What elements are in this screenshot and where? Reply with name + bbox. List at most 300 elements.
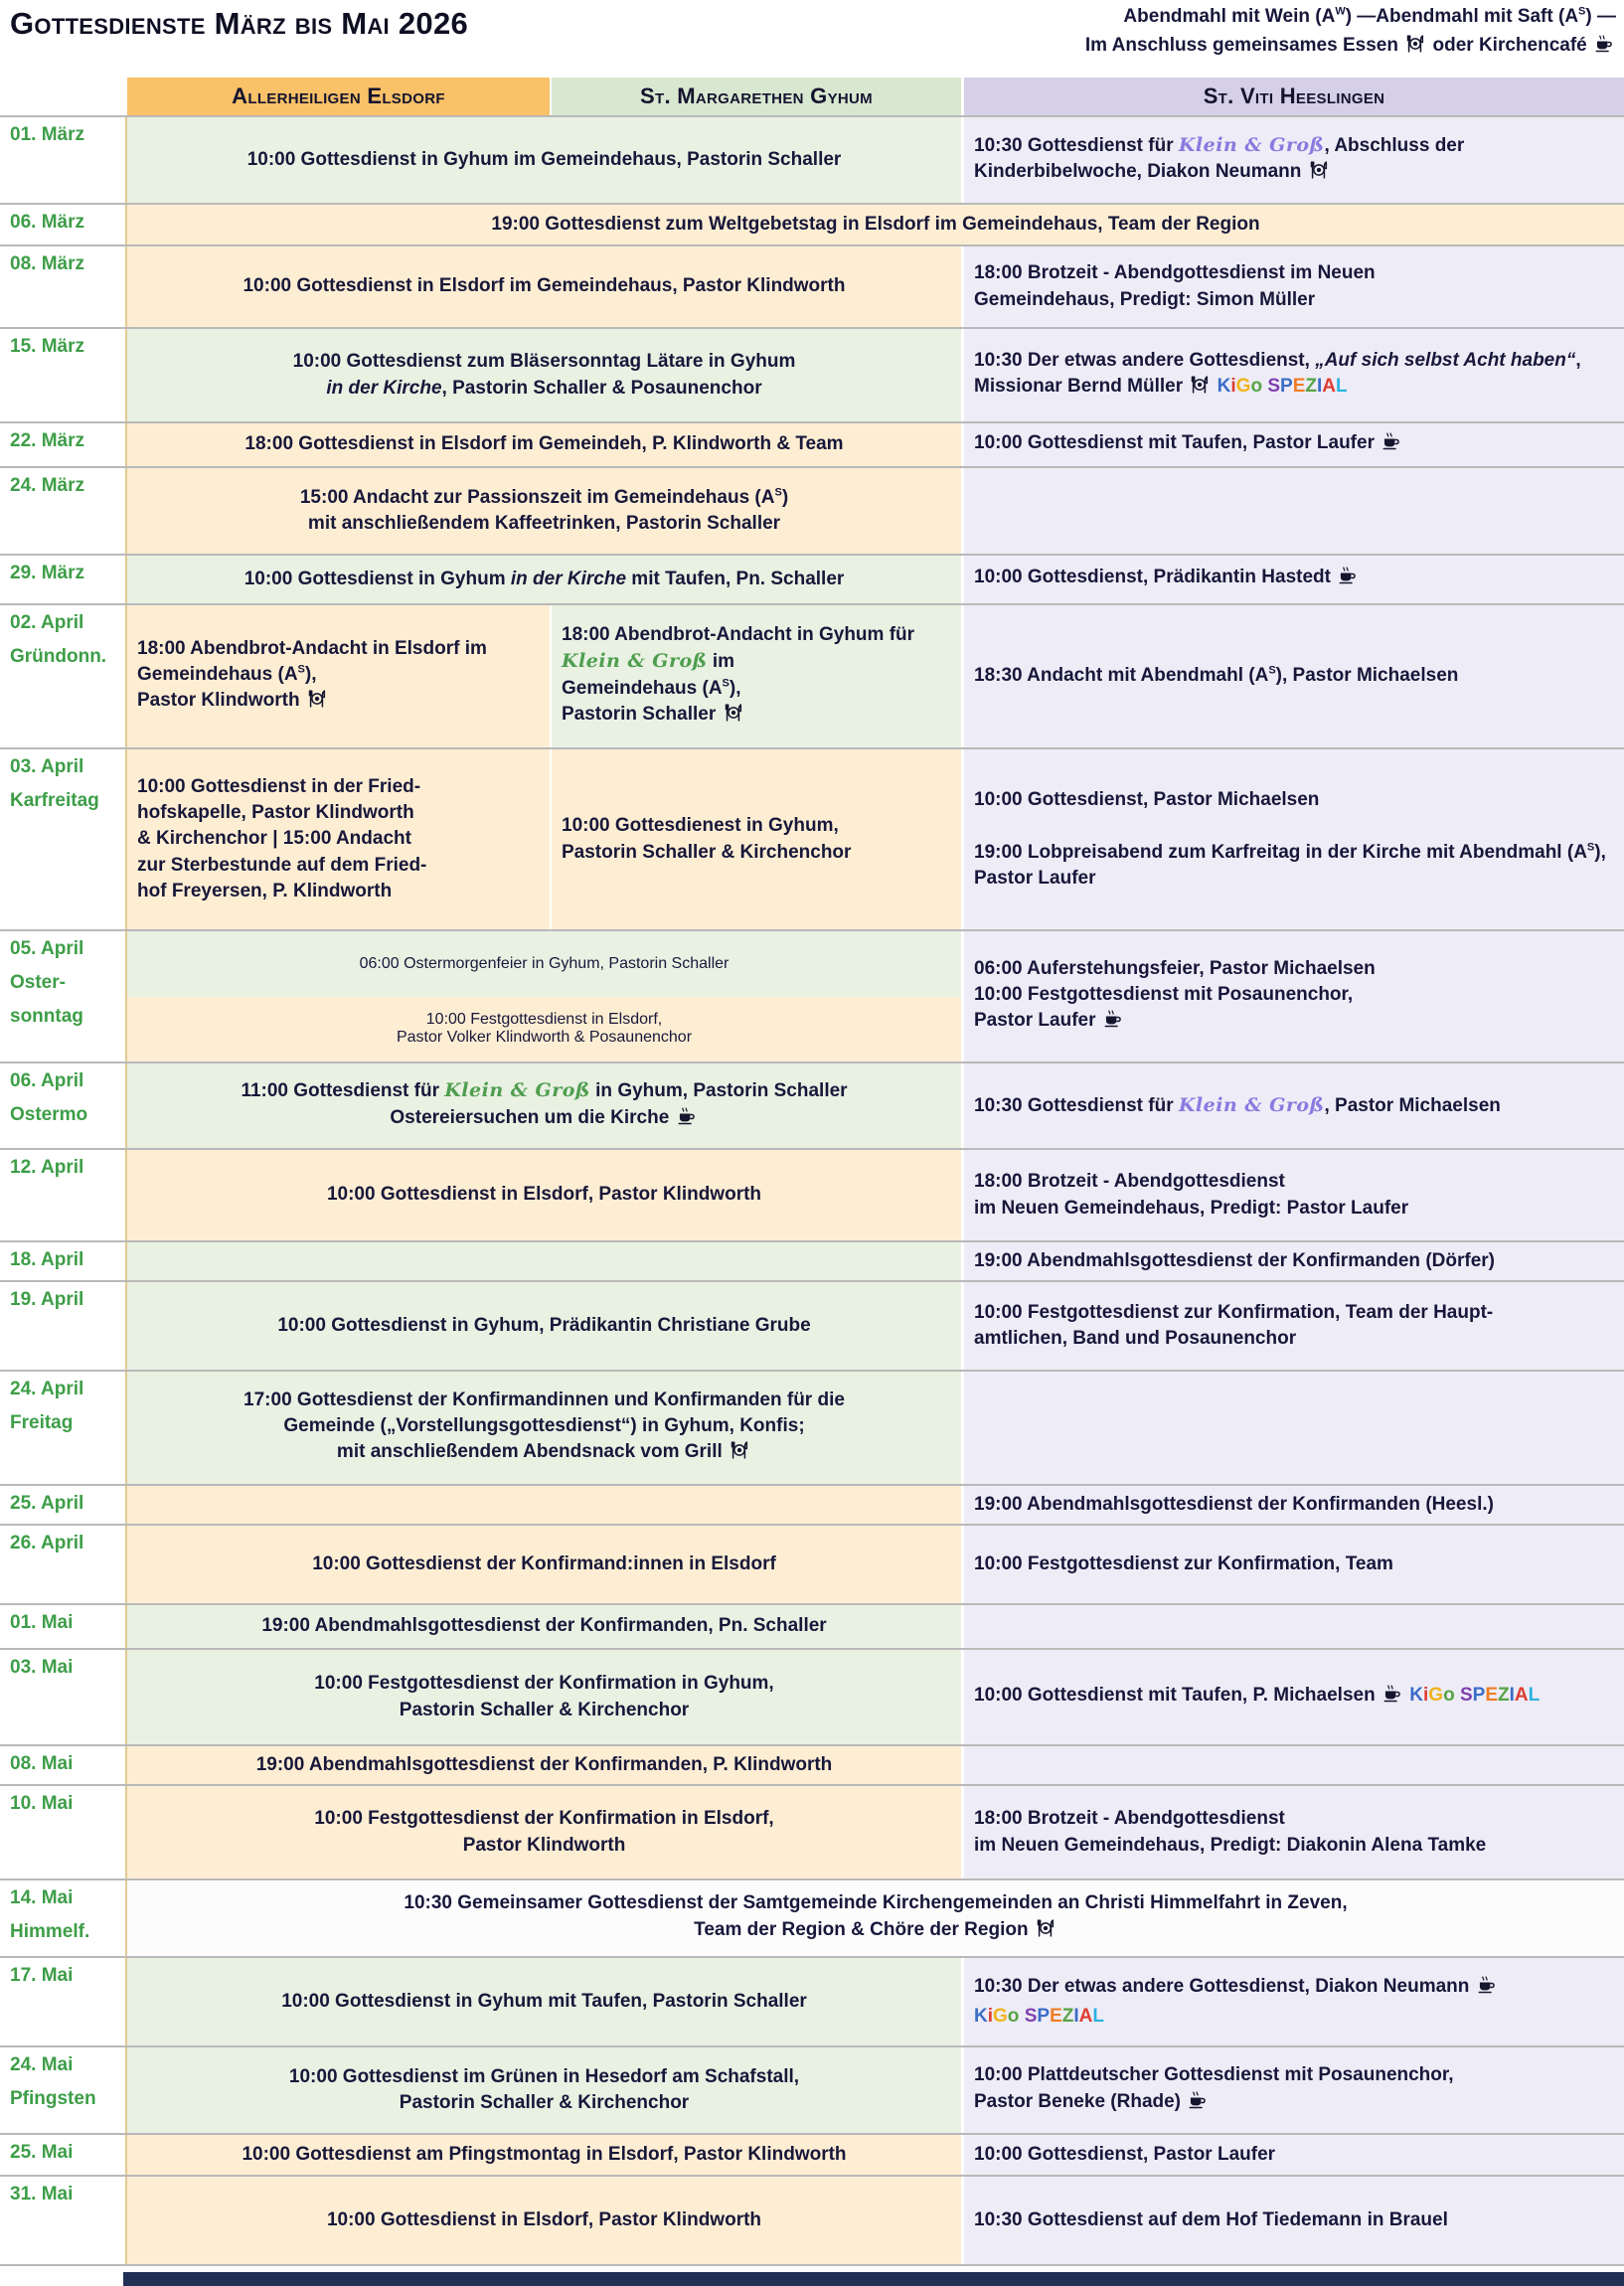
meal-icon — [1036, 1918, 1056, 1946]
event-cell — [550, 605, 961, 747]
kigo-letter: i — [1230, 376, 1236, 397]
event-text-segment: 10:00 Gottesdienst in der Fried- — [137, 775, 421, 797]
event-cell — [127, 1372, 961, 1484]
event-cell — [961, 1282, 1624, 1370]
kigo-letter: S — [1024, 2005, 1038, 2027]
date-label: 22. März — [10, 430, 84, 451]
event-text-segment: 18:00 Brotzeit - Abendgottesdienst — [974, 1808, 1285, 1830]
date-cell — [0, 329, 127, 421]
date-label: 01. März — [10, 124, 84, 145]
kigo-letter: Z — [1305, 376, 1318, 397]
superscript-label: S — [1578, 5, 1586, 18]
event-text-segment: 10:00 Gottesdienst in Elsdorf im Gemeindehaus, Pastor Klindworth — [243, 275, 846, 297]
schedule-rows — [0, 115, 1624, 2266]
date-cell — [0, 1372, 127, 1484]
event-text-segment: 10:00 Gottesdienst am Pfingstmontag in Elsdorf, Pastor Klindworth — [242, 2143, 847, 2165]
date-cell — [0, 1880, 127, 1956]
event-subcell — [127, 931, 961, 997]
event-text-segment: Im Anschluss gemeinsames Essen — [1084, 34, 1404, 56]
kigo-letter: I — [1509, 1684, 1515, 1706]
event-cell — [127, 423, 961, 466]
date-label: 24. April — [10, 1379, 84, 1399]
schedule-row — [0, 1524, 1624, 1603]
event-text — [562, 622, 951, 731]
event-text-segment: 10:00 Gottesdienst der Konfirmand:innen in Elsdorf — [312, 1552, 776, 1574]
event-text — [137, 1077, 951, 1133]
event-text-segment: 18:00 Abendbrot-Andacht in Elsdorf im Gemeindehaus (A — [137, 637, 487, 685]
event-text — [137, 955, 951, 973]
klein-gross-label: Klein & Groß — [444, 1079, 590, 1102]
date-cell — [0, 1242, 127, 1280]
kigo-spezial-label — [974, 2006, 1104, 2027]
event-text-segment: 10:00 Gottesdienest in Gyhum, — [562, 815, 839, 837]
event-cell — [127, 1650, 961, 1744]
event-text-segment: 10:00 Gottesdienst mit Taufen, Pastor Laufer — [974, 431, 1380, 453]
date-sublabel: Ostermo — [10, 1104, 88, 1125]
date-cell — [0, 1486, 127, 1524]
date-label: 24. März — [10, 475, 84, 496]
date-label: 17. Mai — [10, 1965, 74, 1986]
schedule-row — [0, 421, 1624, 466]
schedule-row — [0, 1484, 1624, 1524]
meal-icon — [1405, 34, 1425, 64]
event-cell — [127, 1958, 961, 2045]
event-cell — [961, 1526, 1624, 1603]
event-text-segment: 19:00 Lobpreisabend zum Karfreitag in der Kirche mit Abendmahl (A — [974, 841, 1587, 863]
kigo-letter: P — [1280, 376, 1293, 397]
klein-gross-label: Klein & Groß — [1178, 1093, 1325, 1116]
event-text-segment: mit anschließendem Abendsnack vom Grill — [336, 1441, 729, 1463]
superscript-label: S — [774, 486, 782, 499]
date-label: 19. April — [10, 1289, 84, 1310]
date-cell — [0, 605, 127, 747]
kigo-letter: A — [1514, 1684, 1529, 1706]
event-cell — [127, 117, 961, 203]
event-text — [974, 1492, 1614, 1518]
kigo-letter: E — [1292, 376, 1306, 397]
kigo-letter: P — [1037, 2005, 1051, 2027]
event-text-segment: 10:30 Gottesdienst für — [974, 1094, 1179, 1116]
date-label: 25. April — [10, 1493, 84, 1514]
event-text — [137, 2142, 951, 2168]
legend-line-essen-kirchencafe — [1085, 32, 1616, 64]
date-sublabel: sonntag — [10, 1006, 83, 1027]
event-text-segment: , Pastor Michaelsen — [1324, 1094, 1501, 1116]
meal-icon — [1309, 160, 1329, 188]
event-text-segment: & Kirchenchor | 15:00 Andacht — [137, 828, 411, 850]
event-text-segment: in der Kirche — [510, 568, 627, 589]
date-cell — [0, 1526, 127, 1603]
kigo-letter: K — [974, 2005, 988, 2027]
event-text-segment: hof Freyersen, P. Klindworth — [137, 880, 393, 901]
event-cell-stacked — [127, 931, 961, 1061]
event-text-segment: „Auf sich selbst Acht haben“ — [1315, 349, 1576, 371]
event-text — [137, 1989, 951, 2015]
meal-icon — [1190, 375, 1210, 403]
event-text — [974, 1974, 1614, 2029]
event-cell — [127, 1242, 961, 1280]
event-text — [974, 956, 1614, 1038]
event-text — [137, 431, 951, 457]
date-label: 14. Mai — [10, 1887, 74, 1908]
event-text-segment: 10:00 Festgottesdienst der Konfirmation in Gyhum, — [314, 1673, 774, 1695]
event-cell — [961, 329, 1624, 421]
kigo-letter: G — [1235, 376, 1251, 397]
schedule-row — [0, 1280, 1624, 1370]
superscript-label: W — [1335, 5, 1346, 18]
meal-icon — [307, 689, 327, 717]
column-header-row — [127, 78, 1624, 115]
event-text — [137, 1752, 951, 1778]
kigo-letter: E — [1050, 2005, 1062, 2027]
schedule-row — [0, 554, 1624, 603]
event-text-segment: 18:30 Andacht mit Abendmahl (A — [974, 665, 1269, 687]
event-text-segment: 19:00 Gottesdienst zum Weltgebetstag in Elsdorf im Gemeindehaus, Team der Region — [491, 213, 1260, 235]
event-text — [974, 1300, 1614, 1352]
event-text-segment: ), Pastor Laufer — [974, 841, 1606, 889]
event-text-segment: zur Sterbestunde auf dem Fried- — [137, 854, 427, 876]
event-text-segment: 10:30 Der etwas andere Gottesdienst, Diakon Neumann — [974, 1976, 1475, 1998]
event-text — [137, 1011, 951, 1047]
event-cell — [127, 1282, 961, 1370]
event-text-segment: 10:00 Plattdeutscher Gottesdienst mit Posaunenchor, — [974, 2064, 1454, 2086]
kigo-letter: P — [1472, 1684, 1486, 1706]
kigo-letter: o — [1443, 1684, 1455, 1706]
event-text-segment: Pastor Volker Klindworth & Posaunenchor — [396, 1029, 693, 1047]
event-cell — [961, 246, 1624, 327]
event-text-segment: 10:00 Gottesdienst in Gyhum mit Taufen, Pastorin Schaller — [281, 1990, 807, 2012]
event-cell — [961, 1150, 1624, 1240]
meal-icon — [724, 703, 743, 731]
event-text-segment: ), — [304, 663, 317, 685]
column-header-heeslingen: St. Viti Heeslingen — [961, 78, 1624, 115]
schedule-row — [0, 115, 1624, 203]
event-cell — [961, 1372, 1624, 1484]
klein-gross-label: Klein & Groß — [562, 650, 708, 673]
event-cell — [127, 2135, 961, 2175]
event-cell — [127, 329, 961, 421]
kigo-letter: G — [993, 2005, 1008, 2027]
event-cell — [961, 1242, 1624, 1280]
kigo-letter: L — [1092, 2005, 1104, 2027]
event-text-segment: , Pastorin Schaller & Posaunenchor — [441, 377, 762, 399]
event-cell — [127, 556, 961, 603]
event-cell — [127, 2047, 961, 2133]
schedule-row — [0, 1648, 1624, 1744]
event-text-segment: 18:00 Brotzeit - Abendgottesdienst im Neuen — [974, 262, 1376, 284]
event-text-segment: 19:00 Abendmahlsgottesdienst der Konfirmanden (Dörfer) — [974, 1249, 1495, 1271]
event-cell — [127, 246, 961, 327]
event-text-segment: 15:00 Andacht zur Passionszeit im Gemeindehaus (A — [299, 486, 775, 508]
kigo-letter: o — [1250, 376, 1263, 397]
event-text-segment: , Missionar Bernd Müller — [974, 349, 1581, 397]
event-cell — [127, 605, 550, 747]
event-text-segment: Gemeindehaus, Predigt: Simon Müller — [974, 288, 1316, 310]
event-cell — [127, 2177, 961, 2264]
event-cell — [961, 605, 1624, 747]
event-text-segment: in Gyhum, Pastorin Schaller — [589, 1080, 848, 1102]
event-text-segment: Pastorin Schaller & Kirchenchor — [399, 1699, 690, 1720]
date-label: 12. April — [10, 1157, 84, 1178]
date-label: 25. Mai — [10, 2142, 74, 2163]
event-cell — [961, 749, 1624, 929]
event-text-segment: 17:00 Gottesdienst der Konfirmandinnen und Konfirmanden für die — [244, 1388, 845, 1410]
event-text-segment: Pastor Klindworth — [137, 690, 305, 712]
kigo-letter: A — [1078, 2005, 1093, 2027]
kigo-letter: K — [1409, 1684, 1423, 1706]
column-header-gyhum: St. Margarethen Gyhum — [550, 78, 961, 115]
event-cell — [961, 1650, 1624, 1744]
event-text-segment: im — [707, 651, 735, 673]
date-label: 18. April — [10, 1249, 84, 1270]
event-cell — [961, 1958, 1624, 2045]
meal-icon — [730, 1440, 749, 1468]
date-label: 05. April — [10, 938, 84, 959]
bottom-bar — [123, 2272, 1624, 2286]
event-text-segment: ) — [781, 486, 789, 508]
date-sublabel: Freitag — [10, 1412, 74, 1433]
event-text-segment: 10:00 Gottesdienst in Gyhum, Prädikantin Christiane Grube — [277, 1314, 811, 1336]
schedule-row — [0, 2045, 1624, 2133]
event-cell — [961, 1746, 1624, 1784]
event-text — [974, 2142, 1614, 2168]
event-text — [974, 1683, 1614, 1712]
event-text — [137, 1182, 951, 1208]
event-text-segment: 06:00 Ostermorgenfeier in Gyhum, Pastorin Schaller — [359, 954, 730, 972]
event-text-segment: Pastorin Schaller & Kirchenchor — [562, 841, 852, 863]
date-label: 29. März — [10, 563, 84, 583]
event-text-segment: hofskapelle, Pastor Klindworth — [137, 802, 414, 824]
event-cell — [127, 1880, 1624, 1956]
event-text — [137, 2207, 951, 2233]
kigo-letter: A — [1322, 376, 1337, 397]
event-text-segment: Pastorin Schaller & Kirchenchor — [399, 2092, 690, 2113]
kigo-letter: I — [1317, 376, 1323, 397]
event-text — [137, 2064, 951, 2116]
event-text — [137, 1313, 951, 1339]
event-text — [137, 636, 540, 718]
date-cell — [0, 556, 127, 603]
kigo-spezial-label — [1218, 376, 1348, 397]
event-text-segment: Pastor Beneke (Rhade) — [974, 2090, 1187, 2112]
event-text — [974, 663, 1614, 689]
date-cell — [0, 246, 127, 327]
event-text-segment: ), Pastor Michaelsen — [1275, 665, 1459, 687]
event-text — [974, 1806, 1614, 1858]
event-cell — [127, 1786, 961, 1878]
date-label: 03. Mai — [10, 1657, 74, 1678]
event-cell — [127, 468, 961, 554]
date-sublabel: Pfingsten — [10, 2088, 96, 2109]
event-text-segment: Pastorin Schaller — [562, 703, 722, 725]
event-text — [137, 1890, 1614, 1945]
schedule-row — [0, 929, 1624, 1061]
kigo-letter: S — [1459, 1684, 1473, 1706]
event-text — [974, 260, 1614, 312]
event-text-segment: oder Kirchencafé — [1427, 34, 1592, 56]
kigo-spezial-label — [1409, 1685, 1540, 1706]
date-cell — [0, 1650, 127, 1744]
date-cell — [0, 1150, 127, 1240]
event-text — [137, 485, 951, 537]
event-text — [974, 2062, 1614, 2117]
event-text — [137, 1806, 951, 1858]
legend-line-abendmahl — [1085, 3, 1616, 32]
event-cell — [961, 1486, 1624, 1524]
event-text-segment: 10:30 Gottesdienst für — [974, 134, 1179, 156]
schedule-row — [0, 1744, 1624, 1784]
event-cell — [127, 749, 550, 929]
page-title: Gottesdienste März bis Mai 2026 — [10, 6, 469, 41]
event-cell — [961, 2135, 1624, 2175]
event-text-segment: Abendmahl mit Wein (A — [1123, 6, 1336, 27]
event-text-segment: mit anschließendem Kaffeetrinken, Pastorin Schaller — [307, 513, 781, 534]
schedule-row — [0, 603, 1624, 747]
kigo-letter: K — [1217, 376, 1231, 397]
schedule-row — [0, 1061, 1624, 1148]
event-text — [974, 2207, 1614, 2233]
event-text — [137, 212, 1614, 238]
coffee-icon — [1103, 1009, 1123, 1037]
kigo-letter: Z — [1498, 1684, 1510, 1706]
event-text — [974, 1092, 1614, 1119]
coffee-icon — [1338, 566, 1358, 593]
event-text-segment: im Neuen Gemeindehaus, Predigt: Diakonin Alena Tamke — [974, 1834, 1487, 1856]
event-text-segment: 10:00 Festgottesdienst mit Posaunenchor, — [974, 983, 1354, 1005]
event-text — [137, 1671, 951, 1722]
event-text-segment: 10:00 Gottesdienst in Elsdorf, Pastor Klindworth — [326, 2208, 762, 2230]
date-sublabel: Karfreitag — [10, 790, 99, 811]
legend — [1085, 3, 1616, 63]
event-text — [137, 1551, 951, 1577]
date-sublabel: Oster- — [10, 972, 66, 993]
event-text-segment: ), — [729, 677, 741, 699]
date-label: 08. Mai — [10, 1753, 74, 1774]
event-text-segment: Gemeinde („Vorstellungsgottesdienst“) in Gyhum, Konfis; — [283, 1414, 805, 1436]
schedule-row — [0, 747, 1624, 929]
coffee-icon — [1381, 431, 1401, 459]
date-cell — [0, 423, 127, 466]
date-sublabel: Gründonn. — [10, 646, 107, 667]
event-text-segment: 19:00 Abendmahlsgottesdienst der Konfirmanden, Pn. Schaller — [261, 1615, 827, 1637]
event-cell — [961, 1063, 1624, 1148]
event-text-segment: 10:00 Festgottesdienst in Elsdorf, — [425, 1011, 663, 1029]
event-text-segment: 10:00 Gottesdienst in Elsdorf, Pastor Klindworth — [326, 1184, 762, 1206]
date-cell — [0, 1786, 127, 1878]
event-text-segment: 18:00 Gottesdienst in Elsdorf im Gemeindeh, P. Klindworth & Team — [244, 433, 844, 455]
event-text — [562, 813, 951, 865]
date-label: 26. April — [10, 1533, 84, 1553]
event-text-segment: 10:00 Gottesdienst in Gyhum — [244, 568, 511, 589]
date-label: 03. April — [10, 756, 84, 777]
event-text — [974, 1248, 1614, 1274]
event-text-segment: ) — — [1585, 6, 1616, 27]
event-cell — [127, 1486, 961, 1524]
event-text — [974, 787, 1614, 892]
date-cell — [0, 2047, 127, 2133]
event-text-segment: 10:00 Gottesdienst zum Bläsersonntag Lätare in Gyhum — [292, 351, 796, 373]
kigo-letter: E — [1485, 1684, 1499, 1706]
superscript-label: S — [1586, 841, 1595, 854]
date-label: 02. April — [10, 612, 84, 633]
date-cell — [0, 2177, 127, 2264]
event-text-segment: 10:00 Festgottesdienst zur Konfirmation, Team der Haupt- — [974, 1301, 1494, 1323]
schedule-row — [0, 203, 1624, 245]
event-text-segment: 10:30 Gottesdienst auf dem Hof Tiedemann in Brauel — [974, 2208, 1448, 2230]
event-text — [974, 132, 1614, 188]
event-text-segment: 10:30 Der etwas andere Gottesdienst, — [974, 349, 1316, 371]
superscript-label: S — [1268, 665, 1276, 678]
event-text — [974, 430, 1614, 459]
schedule-row — [0, 466, 1624, 554]
event-cell — [127, 1526, 961, 1603]
date-sublabel: Himmelf. — [10, 1921, 90, 1942]
event-text — [137, 567, 951, 592]
superscript-label: S — [297, 663, 305, 676]
schedule-row — [0, 1148, 1624, 1240]
event-text — [974, 348, 1614, 403]
event-text-segment: in der Kirche — [326, 377, 442, 399]
event-text-segment: 18:00 Abendbrot-Andacht in Gyhum für — [562, 624, 915, 646]
event-text-segment: Pastor Laufer — [974, 1010, 1101, 1032]
kigo-letter: o — [1007, 2005, 1020, 2027]
date-label: 10. Mai — [10, 1793, 74, 1814]
kigo-letter: i — [987, 2005, 994, 2027]
event-text-segment: amtlichen, Band und Posaunenchor — [974, 1328, 1297, 1349]
date-cell — [0, 117, 127, 203]
event-text — [974, 1551, 1614, 1577]
event-text-segment: 11:00 Gottesdienst für — [241, 1080, 445, 1102]
event-cell — [961, 1786, 1624, 1878]
event-text-segment: 10:00 Gottesdienst, Pastor Laufer — [974, 2143, 1276, 2165]
event-cell — [961, 423, 1624, 466]
kigo-letter: i — [1423, 1684, 1429, 1706]
event-cell — [127, 1746, 961, 1784]
date-cell — [0, 931, 127, 1061]
kigo-letter: S — [1267, 376, 1281, 397]
event-cell — [127, 1605, 961, 1648]
event-text-segment: ) —Abendmahl mit Saft (A — [1345, 6, 1579, 27]
date-label: 01. Mai — [10, 1612, 74, 1633]
event-cell — [127, 1063, 961, 1148]
event-cell — [127, 1150, 961, 1240]
date-cell — [0, 205, 127, 245]
column-header-elsdorf: Allerheiligen Elsdorf — [127, 78, 550, 115]
date-label: 24. Mai — [10, 2054, 74, 2075]
event-text — [137, 147, 951, 173]
date-cell — [0, 1958, 127, 2045]
schedule-row — [0, 1603, 1624, 1648]
kigo-letter: I — [1073, 2005, 1079, 2027]
event-cell — [961, 556, 1624, 603]
schedule-row — [0, 245, 1624, 327]
date-label: 08. März — [10, 253, 84, 274]
event-text-segment: 10:00 Gottesdienst, Prädikantin Hastedt — [974, 567, 1337, 588]
coffee-icon — [1188, 2090, 1208, 2118]
event-text-segment: 10:30 Gemeinsamer Gottesdienst der Samtgemeinde Kirchengemeinden an Christi Himmelfahrt in Zeven, — [404, 1892, 1348, 1914]
event-text-segment: 10:00 Gottesdienst mit Taufen, P. Michaelsen — [974, 1684, 1380, 1706]
kigo-letter: Z — [1061, 2005, 1074, 2027]
event-cell — [961, 468, 1624, 554]
event-text-segment: 10:00 Gottesdienst, Pastor Michaelsen — [974, 789, 1320, 811]
superscript-label: S — [722, 677, 730, 690]
kigo-letter: L — [1336, 376, 1348, 397]
event-text-segment: Team der Region & Chöre der Region — [694, 1918, 1034, 1940]
event-cell — [961, 2047, 1624, 2133]
event-text — [137, 349, 951, 401]
schedule-row — [0, 327, 1624, 421]
event-text-segment: Gemeindehaus (A — [562, 677, 723, 699]
